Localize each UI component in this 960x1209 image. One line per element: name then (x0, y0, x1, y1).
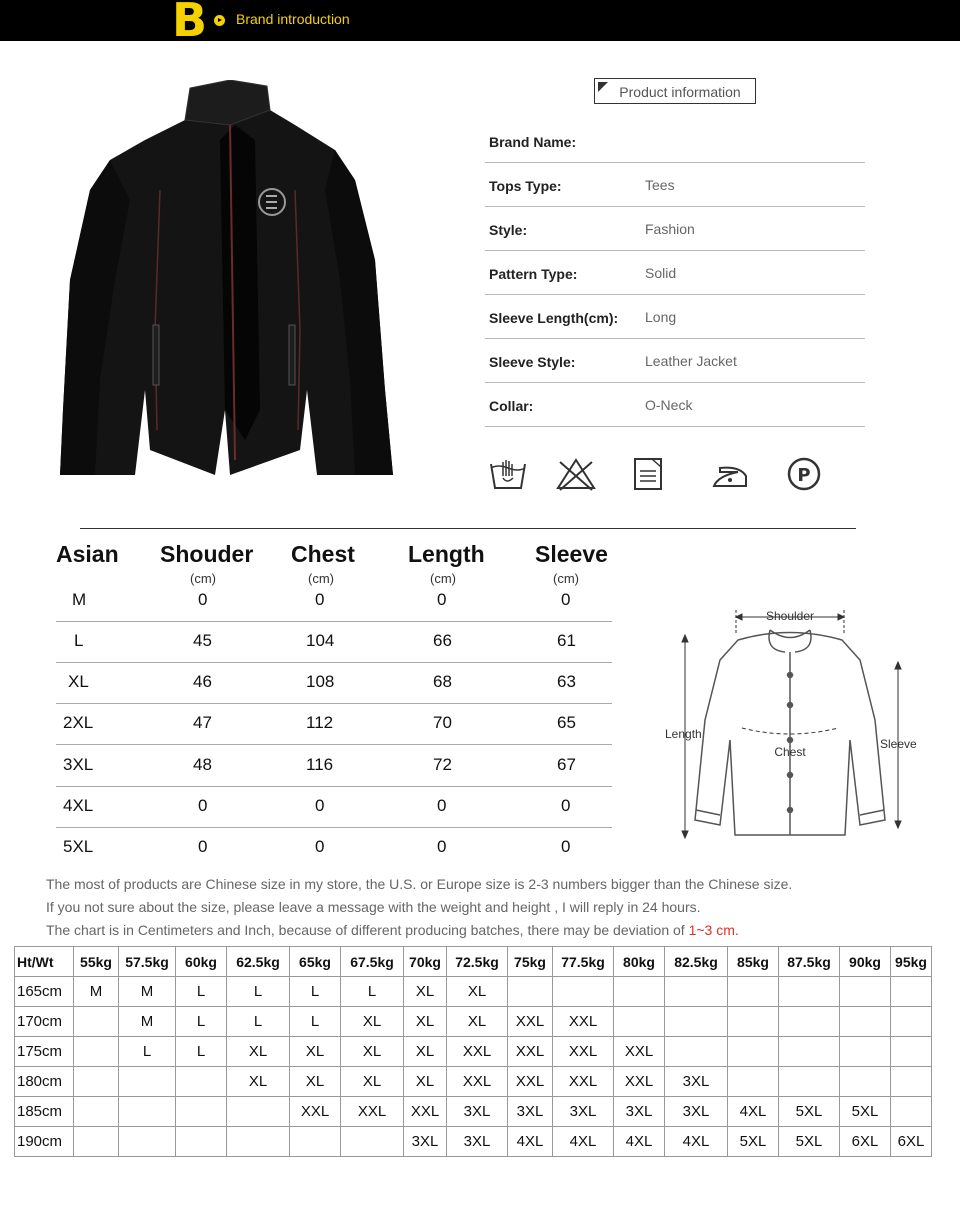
header-sleeve: Sleeve (535, 541, 608, 567)
label-sleeve: Sleeve (880, 737, 917, 751)
unit-chest: (cm) (308, 571, 334, 586)
label-length: Length (665, 727, 702, 741)
dry-clean-p-icon (784, 456, 824, 492)
corner-marker-icon (598, 82, 608, 92)
deviation-value: 1~3 cm. (688, 922, 739, 938)
leather-jacket-image (55, 80, 400, 480)
note-size-difference: The most of products are Chinese size in my store, the U.S. or Europe size is 2-3 numbers bigger than the Chinese size. (46, 876, 793, 892)
header-chest: Chest (291, 541, 355, 567)
brand-banner (0, 0, 960, 47)
info-row-pattern: Pattern Type: Solid (485, 250, 865, 295)
height-weight-table (14, 946, 932, 1157)
measurement-diagram (660, 600, 922, 850)
info-row-collar: Collar: O-Neck (485, 382, 865, 427)
play-icon (214, 15, 225, 26)
svg-text:P: P (797, 465, 811, 486)
table-row: 170cm M L L L XL XL XL XXL XXL (15, 1007, 932, 1037)
size-row: 2XL 47 112 70 65 (56, 703, 612, 745)
table-header-row: Ht/Wt 55kg 57.5kg 60kg 62.5kg 65kg 67.5kg 70kg 72.5kg 75kg 77.5kg 80kg 82.5kg 85kg 87.5kg 90kg 95kg (15, 947, 932, 977)
size-row: XL 46 108 68 63 (56, 662, 612, 704)
product-info-title: Product information (594, 78, 756, 104)
info-row-sleeve-length: Sleeve Length(cm): Long (485, 294, 865, 339)
header-length: Length (408, 541, 485, 567)
section-divider (80, 528, 856, 529)
header-shoulder: Shouder (160, 541, 254, 567)
size-row: M 0 0 0 0 (56, 580, 612, 622)
info-row-brand: Brand Name: (485, 118, 865, 163)
banner-title: Brand introduction (236, 11, 350, 27)
unit-sleeve: (cm) (553, 571, 579, 586)
no-bleach-icon (556, 456, 596, 492)
size-row: 3XL 48 116 72 67 (56, 745, 612, 787)
table-row: 185cm XXL XXL XXL 3XL 3XL 3XL 3XL 3XL 4XL 5XL 5XL (15, 1097, 932, 1127)
info-row-style: Style: Fashion (485, 206, 865, 251)
unit-length: (cm) (430, 571, 456, 586)
note-contact: If you not sure about the size, please leave a message with the weight and height , I will reply in 24 hours. (46, 899, 701, 915)
table-row: 175cm L L XL XL XL XL XXL XXL XXL XXL (15, 1037, 932, 1067)
hand-wash-icon (488, 456, 528, 492)
size-row: 5XL 0 0 0 0 (63, 837, 571, 856)
table-row: 190cm 3XL 3XL 4XL 4XL 4XL 4XL 5XL 5XL 6XL 6XL (15, 1127, 932, 1157)
label-chest: Chest (774, 745, 806, 759)
note-deviation: The chart is in Centimeters and Inch, because of different producing batches, there may be deviation of 1~3 cm. (46, 922, 739, 938)
header-asian: Asian (56, 541, 119, 567)
table-row: 180cm XL XL XL XL XXL XXL XXL XXL 3XL (15, 1067, 932, 1097)
iron-icon (710, 456, 750, 492)
table-row: 165cm M M L L L L XL XL (15, 977, 932, 1007)
banner-letter: B (172, 0, 208, 47)
info-row-tops-type: Tops Type: Tees (485, 162, 865, 207)
info-row-sleeve-style: Sleeve Style: Leather Jacket (485, 338, 865, 383)
label-shoulder: Shoulder (765, 609, 815, 623)
size-row: 4XL 0 0 0 0 (56, 786, 612, 828)
size-row: L 45 104 66 61 (56, 621, 612, 663)
unit-shoulder: (cm) (190, 571, 216, 586)
tumble-dry-icon (630, 456, 670, 492)
